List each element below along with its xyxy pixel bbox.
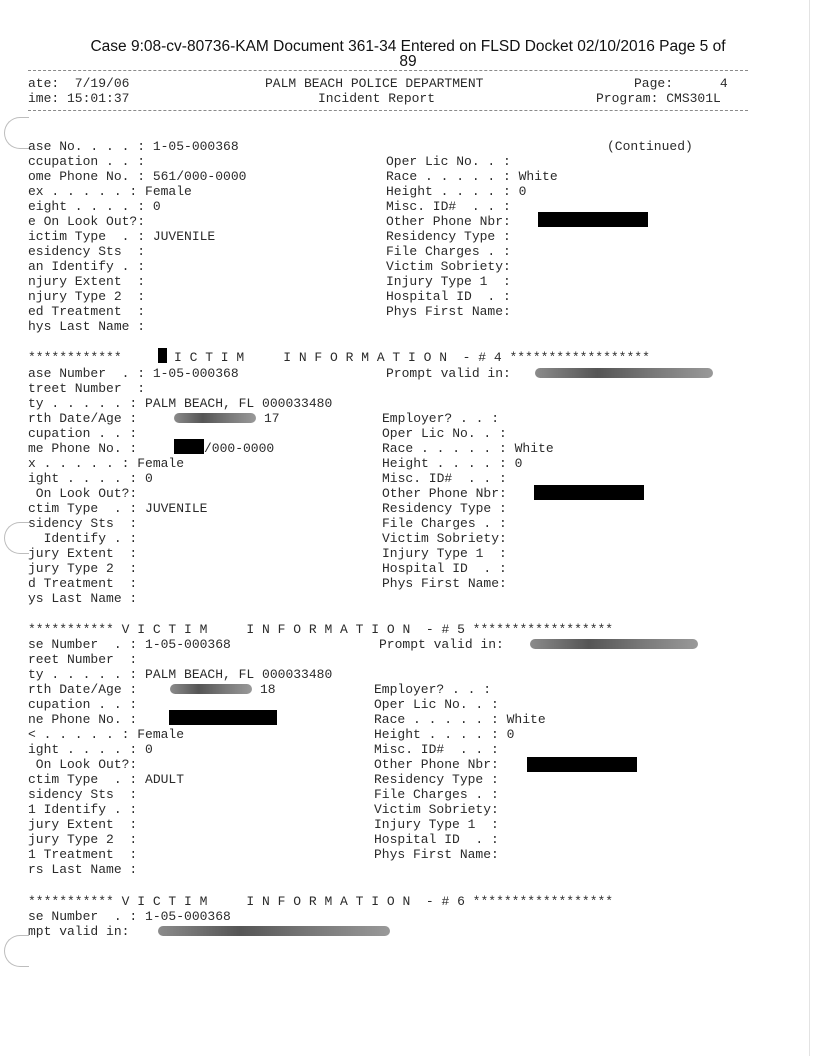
field-victim-type: ctim Type . : JUVENILE bbox=[28, 501, 208, 516]
field-victim-sobriety: Victim Sobriety: bbox=[382, 531, 507, 546]
field-misc-id: Misc. ID# . . : bbox=[382, 471, 507, 486]
field-injury-type-2: jury Type 2 : bbox=[28, 832, 138, 847]
field-case-number: ase Number . : 1-05-000368 bbox=[28, 366, 239, 381]
field-victim-sobriety: Victim Sobriety: bbox=[386, 259, 511, 274]
redaction-smudge bbox=[174, 413, 256, 423]
field-prompt-valid: mpt valid in: bbox=[28, 924, 130, 939]
report-time: ime: 15:01:37 bbox=[28, 91, 130, 106]
field-residency-sts: sidency Sts : bbox=[28, 787, 138, 802]
field-phys-first-name: Phys First Name: bbox=[386, 304, 511, 319]
field-sex: x . . . . . : Female bbox=[28, 456, 185, 471]
field-injury-type-2: jury Type 2 : bbox=[28, 561, 138, 576]
field-phys-last-name: hys Last Name : bbox=[28, 319, 146, 334]
field-sex: < . . . . . : Female bbox=[28, 727, 185, 742]
redaction-bar bbox=[174, 439, 204, 454]
field-hospital-id: Hospital ID . : bbox=[374, 832, 499, 847]
field-case-no: ase No. . . . : 1-05-000368 bbox=[28, 139, 239, 154]
report-title: Incident Report bbox=[318, 91, 436, 106]
field-prompt-valid: Prompt valid in: bbox=[386, 366, 511, 381]
field-residency-sts: esidency Sts : bbox=[28, 244, 146, 259]
field-occupation: cupation . . : bbox=[28, 426, 138, 441]
field-injury-type-1: Injury Type 1 : bbox=[386, 274, 511, 289]
field-injury-type-1: Injury Type 1 : bbox=[382, 546, 507, 561]
field-height: Height . . . . : 0 bbox=[382, 456, 523, 471]
field-employer: Employer? . . : bbox=[382, 411, 500, 426]
field-injury-extent: jury Extent : bbox=[28, 546, 138, 561]
field-med-treatment: 1 Treatment : bbox=[28, 847, 138, 862]
redaction-bar bbox=[169, 710, 277, 725]
field-prompt-valid: Prompt valid in: bbox=[379, 637, 504, 652]
section-header-victim-5: *********** V I C T I M I N F O R M A T I O N - # 5 ****************** bbox=[28, 622, 614, 637]
field-can-identify: Identify . : bbox=[28, 531, 138, 546]
field-injury-type-2: njury Type 2 : bbox=[28, 289, 146, 304]
field-victim-type: ctim Type . : ADULT bbox=[28, 772, 185, 787]
scan-edge bbox=[809, 0, 810, 1056]
field-age-value: 17 bbox=[264, 411, 280, 426]
field-injury-type-1: Injury Type 1 : bbox=[374, 817, 499, 832]
punch-hole-mark bbox=[4, 935, 29, 967]
field-other-phone: Other Phone Nbr: bbox=[382, 486, 507, 501]
section-header-victim-6: *********** V I C T I M I N F O R M A T I O N - # 6 ****************** bbox=[28, 894, 614, 909]
field-occupation: cupation . . : bbox=[28, 697, 138, 712]
field-oper-lic: Oper Lic No. . : bbox=[374, 697, 499, 712]
field-phys-last-name: rs Last Name : bbox=[28, 862, 138, 877]
field-look-out: On Look Out?: bbox=[28, 757, 138, 772]
report-date: ate: 7/19/06 bbox=[28, 76, 130, 91]
field-home-phone: ne Phone No. : bbox=[28, 712, 138, 727]
field-file-charges: File Charges . : bbox=[386, 244, 511, 259]
field-city: ty . . . . . : PALM BEACH, FL 000033480 bbox=[28, 396, 333, 411]
field-race: Race . . . . . : White bbox=[386, 169, 558, 184]
field-can-identify: 1 Identify . : bbox=[28, 802, 138, 817]
punch-hole-mark bbox=[4, 522, 29, 554]
field-residency-sts: sidency Sts : bbox=[28, 516, 138, 531]
case-filing-page-continuation: 89 bbox=[399, 53, 417, 70]
field-city: ty . . . . . : PALM BEACH, FL 000033480 bbox=[28, 667, 333, 682]
field-victim-sobriety: Victim Sobriety: bbox=[374, 802, 499, 817]
field-race: Race . . . . . : White bbox=[374, 712, 546, 727]
page-number: Page: 4 bbox=[634, 76, 728, 91]
divider bbox=[28, 110, 748, 111]
field-sex: ex . . . . . : Female bbox=[28, 184, 192, 199]
program-id: Program: CMS301L bbox=[596, 91, 721, 106]
field-weight: ight . . . . : 0 bbox=[28, 471, 153, 486]
field-home-phone: me Phone No. : bbox=[28, 441, 138, 456]
field-look-out: On Look Out?: bbox=[28, 486, 138, 501]
field-med-treatment: ed Treatment : bbox=[28, 304, 146, 319]
field-can-identify: an Identify . : bbox=[28, 259, 146, 274]
redaction-bar bbox=[158, 348, 167, 363]
field-phone-value: /000-0000 bbox=[204, 441, 275, 456]
field-birth-date-age: rth Date/Age : bbox=[28, 682, 138, 697]
field-weight: ight . . . . : 0 bbox=[28, 742, 153, 757]
redaction-bar bbox=[538, 212, 648, 227]
redaction-smudge bbox=[530, 639, 698, 649]
field-file-charges: File Charges . : bbox=[382, 516, 507, 531]
field-phys-first-name: Phys First Name: bbox=[382, 576, 507, 591]
field-birth-date-age: rth Date/Age : bbox=[28, 411, 138, 426]
field-hospital-id: Hospital ID . : bbox=[382, 561, 507, 576]
field-residency-type: Residency Type : bbox=[374, 772, 499, 787]
field-injury-extent: njury Extent : bbox=[28, 274, 146, 289]
field-hospital-id: Hospital ID . : bbox=[386, 289, 511, 304]
field-residency-type: Residency Type : bbox=[386, 229, 511, 244]
field-med-treatment: d Treatment : bbox=[28, 576, 138, 591]
field-phys-first-name: Phys First Name: bbox=[374, 847, 499, 862]
field-case-number: se Number . : 1-05-000368 bbox=[28, 909, 231, 924]
field-street-number: reet Number : bbox=[28, 652, 138, 667]
field-street-number: treet Number : bbox=[28, 381, 146, 396]
field-victim-type: ictim Type . : JUVENILE bbox=[28, 229, 216, 244]
field-phys-last-name: ys Last Name : bbox=[28, 591, 138, 606]
field-misc-id: Misc. ID# . . : bbox=[374, 742, 499, 757]
field-employer: Employer? . . : bbox=[374, 682, 492, 697]
field-misc-id: Misc. ID# . . : bbox=[386, 199, 511, 214]
field-residency-type: Residency Type : bbox=[382, 501, 507, 516]
redaction-smudge bbox=[535, 368, 713, 378]
case-filing-header: Case 9:08-cv-80736-KAM Document 361-34 Entered on FLSD Docket 02/10/2016 Page 5 of bbox=[90, 38, 726, 55]
field-oper-lic: Oper Lic No. . : bbox=[382, 426, 507, 441]
field-look-out: e On Look Out?: bbox=[28, 214, 146, 229]
field-age-value: 18 bbox=[260, 682, 276, 697]
divider bbox=[28, 70, 748, 71]
punch-hole-mark bbox=[4, 117, 29, 149]
section-header-victim-4: I C T I M I N F O R M A T I O N - # 4 ****************** bbox=[174, 350, 650, 365]
field-height: Height . . . . : 0 bbox=[374, 727, 515, 742]
field-home-phone: ome Phone No. : 561/000-0000 bbox=[28, 169, 247, 184]
field-case-number: se Number . : 1-05-000368 bbox=[28, 637, 231, 652]
redaction-bar bbox=[534, 485, 644, 500]
field-height: Height . . . . : 0 bbox=[386, 184, 527, 199]
redaction-bar bbox=[527, 757, 637, 772]
section-header-victim-4-stars: ************ bbox=[28, 350, 122, 365]
field-race: Race . . . . . : White bbox=[382, 441, 554, 456]
redaction-smudge bbox=[158, 926, 390, 936]
field-oper-lic: Oper Lic No. . : bbox=[386, 154, 511, 169]
field-file-charges: File Charges . : bbox=[374, 787, 499, 802]
department-name: PALM BEACH POLICE DEPARTMENT bbox=[265, 76, 484, 91]
redaction-smudge bbox=[170, 684, 252, 694]
field-weight: eight . . . . : 0 bbox=[28, 199, 161, 214]
field-other-phone: Other Phone Nbr: bbox=[386, 214, 511, 229]
field-injury-extent: jury Extent : bbox=[28, 817, 138, 832]
field-other-phone: Other Phone Nbr: bbox=[374, 757, 499, 772]
continued-label: (Continued) bbox=[607, 139, 693, 154]
field-occupation: ccupation . . : bbox=[28, 154, 146, 169]
